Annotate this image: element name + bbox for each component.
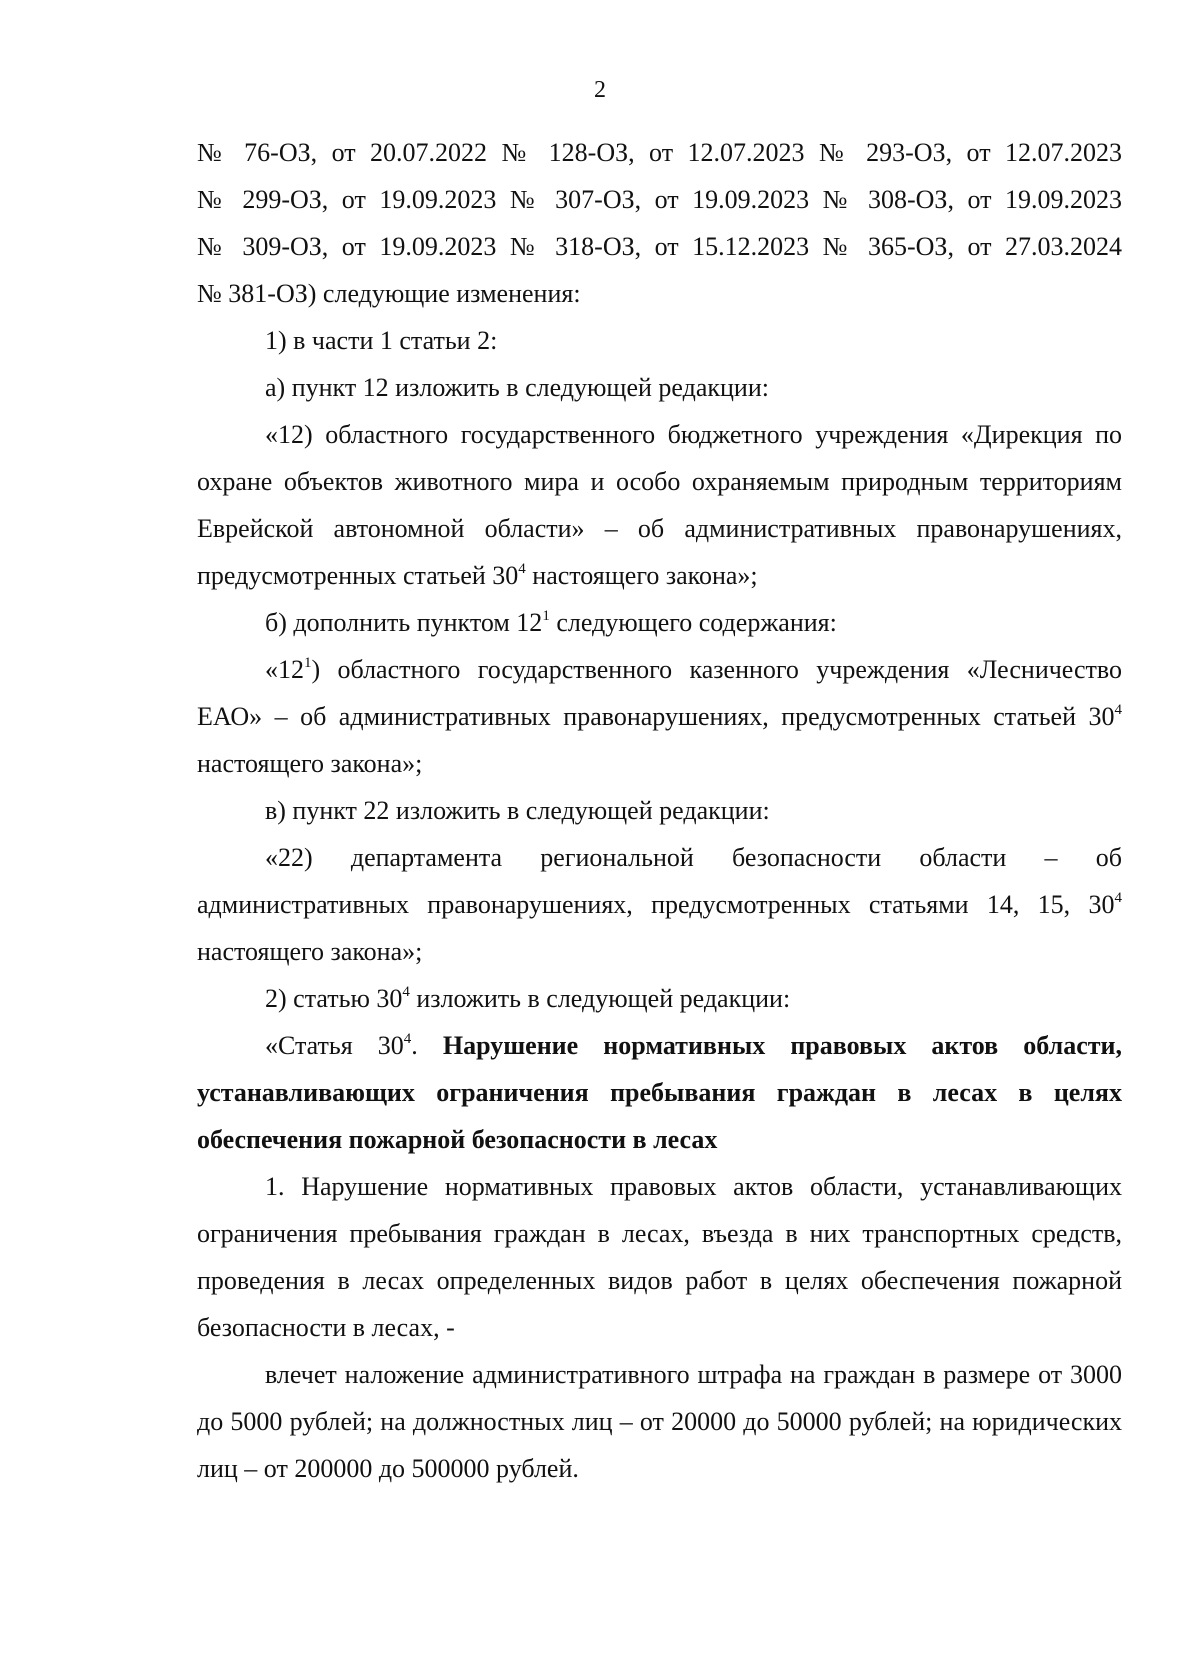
item-2-heading-before: 2) статью 30 bbox=[265, 984, 403, 1013]
intro-line-4: № 381-ОЗ) следующие изменения: bbox=[197, 279, 581, 308]
article-prefix: «Статья 30 bbox=[265, 1031, 404, 1060]
item-1b-text-sup2: 4 bbox=[1114, 702, 1122, 719]
item-1b-text-open: «12 bbox=[265, 655, 304, 684]
article-title: Нарушение нормативных правовых актов области, устанавливающих ограничения пребывания граждан в лесах в целях обеспечения пожарной безопасности в лесах bbox=[197, 1031, 1122, 1154]
item-1b-instruction bbox=[197, 599, 1122, 646]
article-part-1: 1. Нарушение нормативных правовых актов области, устанавливающих ограничения пребывания граждан в лесах, въезда в них транспортных средств, проведения в лесах определенных видов работ в целях обеспечения пожарной безопасности в лесах, - bbox=[197, 1172, 1122, 1342]
item-1b-sup: 1 bbox=[542, 608, 550, 625]
item-2-heading-sup: 4 bbox=[402, 984, 410, 1001]
item-1a-instruction: а) пункт 12 изложить в следующей редакции: bbox=[265, 373, 769, 402]
item-2-heading bbox=[197, 975, 1122, 1022]
item-1v-text-before: «22) департамента региональной безопасности области – об административных правонарушениях, предусмотренных статьями 14, 15, 30 bbox=[197, 843, 1122, 919]
article-heading bbox=[197, 1022, 1122, 1163]
item-1v-text-after: настоящего закона»; bbox=[197, 937, 423, 966]
item-1b-text bbox=[197, 646, 1122, 787]
intro-line-1: № 76-ОЗ, от 20.07.2022 № 128-ОЗ, от 12.07.2023 № 293-ОЗ, от 12.07.2023 bbox=[197, 138, 1122, 167]
item-2-heading-after: изложить в следующей редакции: bbox=[409, 984, 791, 1013]
article-sup: 4 bbox=[403, 1031, 412, 1048]
item-1b-text-sup: 1 bbox=[304, 655, 312, 672]
item-1a-text bbox=[197, 411, 1122, 599]
article-penalty: влечет наложение административного штрафа на граждан в размере от 3000 до 5000 рублей; на должностных лиц – от 20000 до 50000 рублей; на юридических лиц – от 200000 до 500000 рублей. bbox=[197, 1360, 1122, 1483]
item-1a-sup: 4 bbox=[518, 561, 526, 578]
item-1-heading: 1) в части 1 статьи 2: bbox=[265, 326, 498, 355]
item-1b-after: следующего содержания: bbox=[549, 608, 837, 637]
item-1b-before: б) дополнить пунктом 12 bbox=[265, 608, 543, 637]
item-1b-text-after: настоящего закона»; bbox=[197, 749, 423, 778]
document-body bbox=[197, 129, 1122, 1492]
intro-line-3: № 309-ОЗ, от 19.09.2023 № 318-ОЗ, от 15.12.2023 № 365-ОЗ, от 27.03.2024 bbox=[197, 232, 1122, 261]
item-1a-text-after: настоящего закона»; bbox=[525, 561, 758, 590]
item-1v-text-sup: 4 bbox=[1114, 890, 1122, 907]
item-1a-text-before: «12) областного государственного бюджетного учреждения «Дирекция по охране объектов животного мира и особо охраняемым природным территориям Еврейской автономной области» – об административных правонарушениях, предусмотренных статьей 30 bbox=[197, 420, 1122, 590]
item-1v-text bbox=[197, 834, 1122, 975]
article-dot: . bbox=[411, 1031, 443, 1060]
item-1v-instruction: в) пункт 22 изложить в следующей редакции: bbox=[265, 796, 770, 825]
intro-line-2: № 299-ОЗ, от 19.09.2023 № 307-ОЗ, от 19.09.2023 № 308-ОЗ, от 19.09.2023 bbox=[197, 185, 1122, 214]
item-1b-text-before: ) областного государственного казенного учреждения «Лесничество ЕАО» – об административных правонарушениях, предусмотренных статьей 30 bbox=[197, 655, 1122, 731]
page-number: 2 bbox=[594, 77, 606, 103]
